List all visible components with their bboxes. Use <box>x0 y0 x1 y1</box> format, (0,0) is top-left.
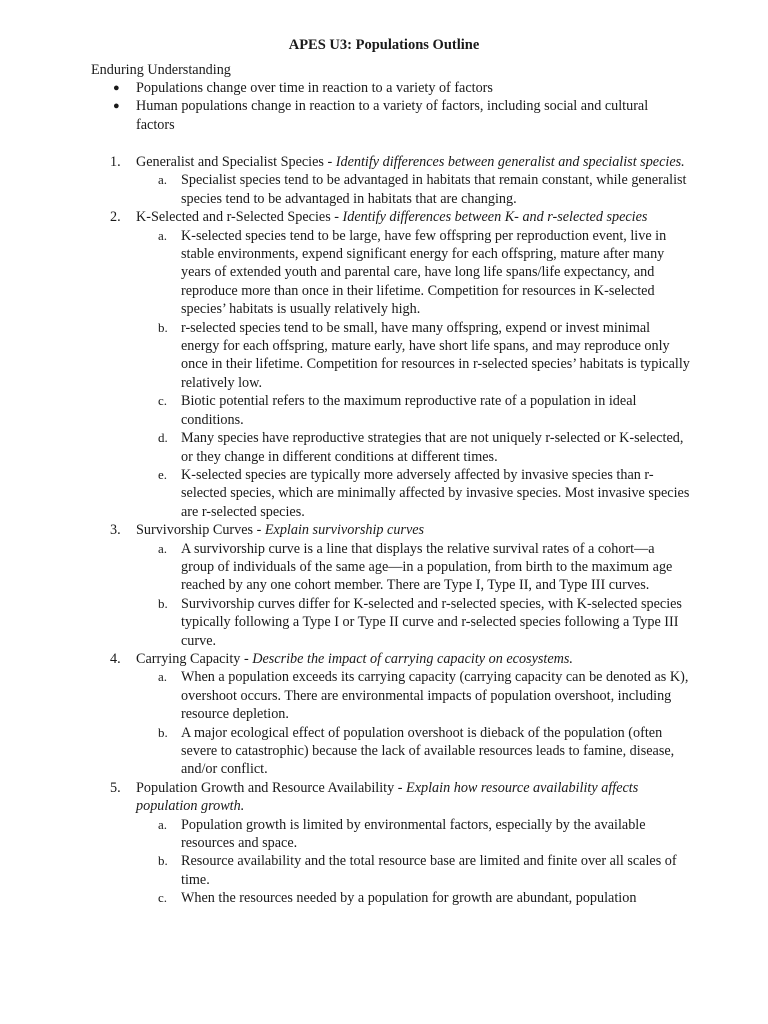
item-letter: a. <box>158 816 168 832</box>
section-number: 3. <box>110 522 121 539</box>
topics-outline <box>91 153 691 908</box>
list-item <box>136 392 691 429</box>
list-item <box>136 540 691 595</box>
section-description: Identify differences between generalist and specialist species. <box>335 154 685 170</box>
section-topic: Survivorship Curves - <box>136 522 265 539</box>
section-items <box>136 227 691 522</box>
item-letter: b. <box>158 853 168 869</box>
outline-section <box>91 779 691 908</box>
section-items <box>136 668 691 778</box>
list-item <box>136 668 691 723</box>
section-number: 4. <box>110 650 121 667</box>
item-text: Biotic potential refers to the maximum reproductive rate of a population in ideal conditions. <box>181 393 637 428</box>
list-item <box>136 816 691 853</box>
list-item <box>91 79 651 97</box>
item-text: When the resources needed by a population for growth are abundant, population <box>181 890 637 907</box>
item-text: K-selected species are typically more adversely affected by invasive species than r-selected species, which are minimally affected by invasive species. Most invasive species are r-selected species. <box>181 466 690 520</box>
list-item <box>136 852 691 889</box>
outline-section <box>91 650 691 779</box>
section-description: Explain how resource availability affects population growth. <box>136 779 639 815</box>
outline-section <box>91 208 691 521</box>
item-letter: a. <box>158 540 168 556</box>
item-letter: c. <box>158 890 168 906</box>
list-item <box>91 97 651 134</box>
section-heading <box>136 153 691 171</box>
bullet-icon: ● <box>113 82 120 94</box>
page-title: APES U3: Populations Outline <box>288 37 480 53</box>
enduring-understanding-list <box>91 79 651 134</box>
section-description: Explain survivorship curves <box>264 522 425 539</box>
list-item <box>136 171 691 208</box>
item-text: When a population exceeds its carrying capacity (carrying capacity can be denoted as K), overshoot occurs. There are environmental impacts of population overshoot, including resource depletion. <box>181 669 689 723</box>
item-text: Many species have reproductive strategies that are not uniquely r-selected or K-selected, or they change in different conditions at different times. <box>181 430 684 465</box>
item-text: A survivorship curve is a line that displays the relative survival rates of a cohort—a group of individuals of the same age—in a population, from birth to the maximum age reached by any one cohort member. There are Type I, Type II, and Type III curves. <box>181 540 673 594</box>
item-text: Specialist species tend to be advantaged in habitats that remain constant, while generalist species tend to be advantaged in habitats that are changing. <box>181 172 687 207</box>
list-item <box>136 466 691 521</box>
item-letter: b. <box>158 319 168 335</box>
item-letter: b. <box>158 595 168 611</box>
item-text: r-selected species tend to be small, have many offspring, expend or invest minimal energy for each offspring, mature early, have short life spans, and may reproduce only once in their lifetime. Competition for resources in r-selected species’ habitats is typically relatively low. <box>181 319 690 391</box>
item-text: Population growth is limited by environmental factors, especially by the available resources and space. <box>181 816 646 852</box>
outline-section <box>91 521 691 650</box>
item-letter: c. <box>158 393 168 409</box>
outline-section <box>91 153 691 208</box>
list-item <box>136 724 691 779</box>
enduring-understanding-heading: Enduring Understanding <box>91 62 231 78</box>
list-item <box>136 429 691 466</box>
section-number: 5. <box>110 779 121 796</box>
section-heading <box>136 650 691 668</box>
section-topic: Carrying Capacity - <box>136 650 253 667</box>
section-items <box>136 540 691 650</box>
section-heading <box>136 208 691 226</box>
section-number: 2. <box>110 209 121 226</box>
item-letter: e. <box>158 466 168 482</box>
bullet-text: Human populations change in reaction to a variety of factors, including social and cultural factors <box>136 98 649 133</box>
item-text: Survivorship curves differ for K-selected and r-selected species, with K-selected species typically following a Type I or Type II curve and r-selected species following a Type III curve. <box>181 595 682 649</box>
section-items <box>136 171 691 208</box>
item-letter: a. <box>158 669 168 685</box>
item-text: A major ecological effect of population overshoot is dieback of the population (often severe to catastrophic) because the lack of available resources leads to famine, disease, and/or conflict. <box>181 724 675 778</box>
section-items <box>136 816 691 908</box>
section-description: Identify differences between K- and r-selected species <box>342 209 648 226</box>
bullet-text: Populations change over time in reaction to a variety of factors <box>136 80 493 96</box>
list-item <box>136 889 691 907</box>
section-heading <box>136 779 691 816</box>
item-text: Resource availability and the total resource base are limited and finite over all scales of time. <box>181 853 677 888</box>
item-text: K-selected species tend to be large, have few offspring per reproduction event, live in stable environments, expend significant energy for each offspring, mature after many years of extended youth and parental care, have long life spans/life expectancy, and reproduce more than once in their lifetime. Competition for resources in K-selected species’ habitats is usually relatively high. <box>181 227 667 318</box>
section-heading <box>136 521 691 539</box>
item-letter: d. <box>158 430 168 446</box>
item-letter: b. <box>158 724 168 740</box>
item-letter: a. <box>158 172 168 188</box>
section-topic: Population Growth and Resource Availability - <box>136 779 407 796</box>
item-letter: a. <box>158 227 168 243</box>
section-description: Describe the impact of carrying capacity on ecosystems. <box>252 650 573 667</box>
bullet-icon: ● <box>113 100 120 113</box>
section-topic: K-Selected and r-Selected Species - <box>136 209 343 226</box>
list-item <box>136 319 691 393</box>
list-item <box>136 595 691 650</box>
section-number: 1. <box>110 154 121 170</box>
section-topic: Generalist and Specialist Species - <box>136 154 336 170</box>
list-item <box>136 227 691 319</box>
